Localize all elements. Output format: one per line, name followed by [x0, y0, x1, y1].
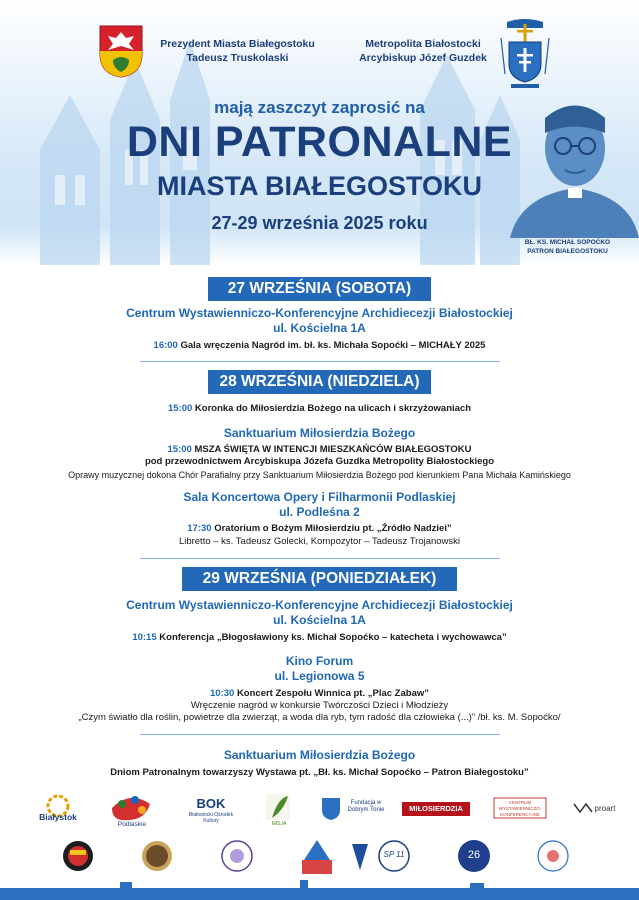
host-metropolitan-title: Metropolita Białostocki: [365, 38, 481, 50]
divider: [140, 558, 500, 559]
host-president-title: Prezydent Miasta Białegostoku: [160, 38, 315, 50]
patron-portrait: [500, 88, 639, 238]
podlaskie-logo-icon: [112, 796, 150, 820]
divider: [140, 734, 500, 735]
fundacja-logo-label: Fundacja w Dobrym Tonie: [347, 800, 385, 813]
proart-logo-label: proart: [594, 804, 616, 813]
sp11-logo-label: SP 11: [383, 850, 405, 859]
day2-venue2-address: ul. Podleśna 2: [279, 505, 360, 519]
centrum-logo-label: CENTRUM WYSTAWIENNICZO-KONFERENCYJNE: [498, 800, 542, 817]
sub-title: MIASTA BIAŁEGOSTOKU: [156, 171, 482, 201]
bok-logo-label: BOK: [196, 796, 226, 811]
day3-venue2-address: ul. Legionowa 5: [274, 669, 365, 683]
misja-logo-label: MISJA: [271, 821, 287, 827]
archbishop-crest-icon: [495, 18, 555, 90]
portrait-caption: [495, 238, 639, 256]
day2-event2: [0, 444, 639, 456]
fire-brigade-badge-icon: [63, 841, 93, 871]
milosierdzia-logo-label: MIŁOSIERDZIA: [409, 804, 463, 813]
host-metropolitan: [343, 37, 503, 65]
day-banner-27: 27 WRZEŚNIA (SOBOTA): [208, 277, 431, 301]
main-title: DNI PATRONALNE: [126, 118, 513, 166]
day3-event2-time: 10:30: [209, 688, 235, 699]
day3-event1-time: 10:15: [132, 632, 157, 643]
day1-event: [0, 340, 639, 352]
day2-venue1: Sanktuarium Miłosierdzia Bożego: [223, 426, 416, 440]
closing-exhibition: Dniom Patronalnym towarzyszy Wystawa pt. „Bł. ks. Michał Sopoćko – Patron Białegostoku”: [110, 767, 529, 778]
day2-event3-time: 17:30: [187, 523, 212, 534]
day3-event2-text: Koncert Zespołu Winnica pt. „Plac Zabaw”: [236, 688, 429, 699]
day-banner-28: 28 WRZEŚNIA (NIEDZIELA): [208, 370, 431, 394]
divider: [140, 361, 500, 362]
academy-seal-icon: [538, 841, 568, 871]
day3-event1-text: Konferencja „Błogosławiony ks. Michał Sopoćko – katecheta i wychowawca”: [159, 632, 507, 643]
day3-venue2: Kino Forum: [285, 654, 354, 668]
day1-venue: Centrum Wystawienniczo-Konferencyjne Archidiecezji Białostockiej: [126, 306, 513, 320]
day3-event2: [0, 688, 639, 700]
day1-event-time: 16:00: [153, 340, 178, 351]
city-skyline-strip: [0, 880, 639, 900]
day-banner-29: 29 WRZEŚNIA (PONIEDZIAŁEK): [182, 567, 457, 591]
host-president-name: Tadeusz Truskolaski: [186, 52, 289, 64]
day3-event2-quote: „Czym światło dla roślin, powietrze dla zwierząt, a woda dla ryb, tym radość dla człowieka (...)” /bł. ks. M. Sopoćko/: [78, 712, 561, 723]
podlaskie-logo-label: Podlaskie: [117, 821, 147, 828]
misja-logo-icon: [266, 794, 290, 820]
event-dates: 27-29 września 2025 roku: [211, 213, 428, 233]
day2-event3-credits: Libretto – ks. Tadeusz Golecki, Kompozytor – Tadeusz Trojanowski: [178, 536, 461, 547]
bok-logo-sublabel: Białostocki Ośrodek Kultury: [188, 812, 234, 824]
day1-event-text: Gala wręczenia Nagród im. bł. ks. Michała Sopoćki – MICHAŁY 2025: [180, 340, 486, 351]
school-seal-icon: [222, 841, 252, 871]
day2-event1: [0, 403, 639, 415]
portrait-caption-name: BŁ. KS. MICHAŁ SOPOĆKO: [524, 239, 611, 246]
bialystok-logo-label: Białystok: [39, 812, 77, 822]
patron-medallion-icon: [142, 841, 172, 871]
day2-event2-music: Oprawy muzycznej dokona Chór Parafialny przy Sanktuarium Miłosierdzia Bożego pod kierunkiem Pana Michała Kamińskiego: [68, 470, 571, 480]
day2-event2-presider: pod przewodnictwem Arcybiskupa Józefa Guzdka Metropolity Białostockiego: [144, 456, 495, 467]
host-metropolitan-name: Arcybiskup Józef Guzdek: [359, 52, 487, 64]
scouts-logo-icon: [352, 844, 368, 870]
portrait-caption-role: PATRON BIAŁEGOSTOKU: [527, 248, 608, 255]
day1-address: ul. Kościelna 1A: [273, 321, 366, 335]
bialystok-coat-of-arms-icon: [98, 24, 144, 78]
day2-event2-time: 15:00: [167, 444, 192, 455]
day2-venue2: Sala Koncertowa Opery i Filharmonii Podlaskiej: [183, 490, 456, 504]
day3-event2-contest: Wręczenie nagród w konkursie Twórczości Dzieci i Młodzieży: [190, 700, 449, 711]
archdiocese-small-crest-icon: [322, 798, 340, 820]
day3-venue1: Centrum Wystawienniczo-Konferencyjne Archidiecezji Białostockiej: [126, 598, 513, 612]
day3-venue1-address: ul. Kościelna 1A: [273, 613, 366, 627]
school26-logo-label: 26: [467, 849, 481, 861]
header-banner: [0, 0, 639, 265]
closing-venue: Sanktuarium Miłosierdzia Bożego: [223, 748, 416, 762]
day3-event1: [0, 632, 639, 644]
church-logo-icon: [302, 840, 332, 874]
host-president: [150, 37, 325, 65]
day2-event1-time: 15:00: [167, 403, 193, 414]
day2-event1-text: Koronka do Miłosierdzia Bożego na ulicach i skrzyżowaniach: [194, 403, 472, 414]
day2-event2-text: MSZA ŚWIĘTA W INTENCJI MIESZKAŃCÓW BIAŁEGOSTOKU: [194, 444, 472, 455]
day2-event3: [0, 523, 639, 535]
invitation-text: mają zaszczyt zaprosić na: [214, 98, 425, 117]
day2-event3-text: Oratorium o Bożym Miłosierdziu pt. „Źródło Nadziei”: [214, 523, 452, 534]
